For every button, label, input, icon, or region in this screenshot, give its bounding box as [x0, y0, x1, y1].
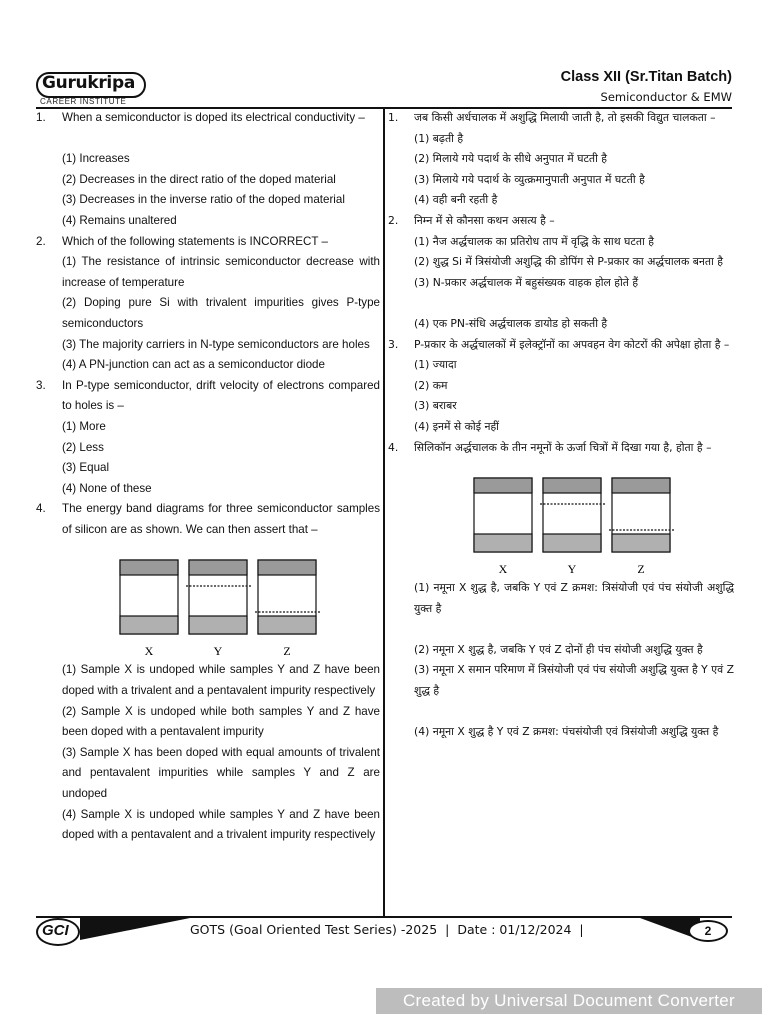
question-number: 3.: [388, 337, 399, 351]
option-4: (4) A PN-junction can act as a semiconductor diode: [62, 358, 325, 372]
column-divider: [383, 108, 385, 916]
class-title: Class XII (Sr.Titan Batch): [560, 69, 732, 85]
label-x: X: [144, 644, 154, 659]
test-series-name: GOTS (Goal Oriented Test Series) -2025: [190, 922, 438, 937]
conduction-band-x: [120, 560, 178, 575]
question-2-en: [36, 232, 380, 376]
option-3: (3) Equal: [62, 461, 110, 475]
option-2: (2) नमूना X शुद्ध है, जबकि Y एवं Z दोनों ही पंच संयोजी अशुद्धि युक्त है: [414, 642, 703, 656]
option-2: (2) शुद्ध Si में त्रिसंयोजी अशुद्धि की डोपिंग से P-प्रकार का अर्द्धचालक बनता है: [414, 255, 723, 269]
footer-wedge-left: [80, 918, 190, 940]
energy-band-diagram: [62, 540, 380, 660]
option-3: (3) नमूना X समान परिमाण में त्रिसंयोजी एवं पंच संयोजी अशुद्धि युक्त है Y एवं Z शुद्ध है: [414, 663, 734, 698]
option-4: (4) नमूना X शुद्ध है Y एवं Z क्रमश: पंचसंयोजी एवं त्रिसंयोजी अशुद्धि युक्त है: [414, 725, 719, 739]
gci-text: GCI: [42, 922, 69, 939]
question-stem: Which of the following statements is INCORRECT –: [62, 234, 328, 248]
label-y: Y: [567, 562, 577, 577]
institute-logo: [36, 72, 146, 106]
question-stem: In P-type semiconductor, drift velocity of electrons compared to holes is –: [62, 378, 380, 413]
conduction-band-z: [612, 478, 670, 493]
option-1: (1) ज्यादा: [414, 358, 457, 372]
question-stem: The energy band diagrams for three semiconductor samples of silicon are as shown. We can then assert that –: [62, 502, 380, 536]
conduction-band-x: [474, 478, 532, 493]
label-y: Y: [213, 644, 223, 659]
option-1: (1) बढ़ती है: [414, 131, 464, 145]
question-number: 2.: [388, 213, 399, 227]
question-stem: जब किसी अर्धचालक में अशुद्धि मिलायी जाती है, तो इसकी विद्युत चालकता –: [414, 111, 716, 124]
option-1: (1) नैज अर्द्धचालक का प्रतिरोध ताप में वृद्धि के साथ घटता है: [414, 234, 654, 248]
option-3: (3) The majority carriers in N-type semiconductors are holes: [62, 337, 370, 351]
question-stem: When a semiconductor is doped its electrical conductivity –: [62, 111, 365, 124]
option-2: (2) कम: [414, 378, 448, 392]
option-4: (4) वही बनी रहती है: [414, 193, 498, 207]
question-3-en: [36, 376, 380, 500]
question-number: 2.: [36, 234, 46, 248]
option-2: (2) Less: [62, 440, 104, 454]
question-stem: निम्न में से कौनसा कथन असत्य है –: [414, 213, 555, 227]
option-3: (3) Sample X has been doped with equal amounts of trivalent and pentavalent impurities while samples Y and Z are undoped: [62, 745, 380, 801]
option-4: (4) Remains unaltered: [62, 213, 177, 227]
option-4: (4) इनमें से कोई नहीं: [414, 419, 499, 433]
option-4: (4) None of these: [62, 481, 152, 495]
option-1: (1) More: [62, 419, 106, 433]
question-4-en: [36, 499, 380, 846]
logo-text: Gurukripa: [42, 73, 135, 93]
footer-separator: |: [579, 922, 584, 937]
converter-watermark: Created by Universal Document Converter: [376, 988, 762, 1014]
question-3-hi: [388, 335, 734, 438]
page-number: 2: [688, 920, 728, 942]
question-stem: सिलिकॉन अर्द्धचालक के तीन नमूनों के ऊर्जा चित्रों में दिखा गया है, होता है –: [414, 440, 712, 454]
label-x: X: [498, 562, 508, 577]
option-1: (1) The resistance of intrinsic semiconductor decrease with increase of temperature: [62, 255, 380, 289]
label-z: Z: [283, 644, 291, 659]
option-1: (1) नमूना X शुद्ध है, जबकि Y एवं Z क्रमश: त्रिसंयोजी एवं पंच संयोजी अशुद्धि युक्त है: [414, 581, 734, 615]
english-column: [36, 108, 380, 846]
option-3: (3) बराबर: [414, 399, 457, 413]
energy-band-diagram: [414, 458, 734, 578]
question-1-hi: [388, 108, 734, 211]
option-2: (2) Decreases in the direct ratio of the doped material: [62, 172, 336, 186]
option-4: (4) Sample X is undoped while samples Y and Z have been doped with a pentavalent and a trivalent impurity respectively: [62, 807, 380, 842]
option-2: (2) मिलाये गये पदार्थ के सीधे अनुपात में घटती है: [414, 152, 608, 166]
question-stem: P-प्रकार के अर्द्धचालकों में इलेक्ट्रॉनों का अपवहन वेग कोटरों की अपेक्षा होता है –: [414, 337, 730, 351]
logo-subtext: CAREER INSTITUTE: [40, 97, 127, 106]
question-number: 4.: [36, 502, 46, 516]
question-number: 1.: [388, 111, 399, 124]
valence-band-y: [543, 534, 601, 552]
subject-title: Semiconductor & EMW: [600, 90, 732, 104]
conduction-band-y: [543, 478, 601, 493]
question-2-hi: [388, 211, 734, 335]
hindi-column: [388, 108, 734, 743]
conduction-band-z: [258, 560, 316, 575]
valence-band-z: [612, 534, 670, 552]
question-number: 1.: [36, 111, 46, 124]
valence-band-z: [258, 616, 316, 634]
option-3: (3) Decreases in the inverse ratio of the doped material: [62, 193, 345, 207]
option-2: (2) Doping pure Si with trivalent impurities gives P-type semiconductors: [62, 296, 380, 330]
option-1: (1) Sample X is undoped while samples Y and Z have been doped with a trivalent and a pentavalent impurity respectively: [62, 663, 380, 698]
valence-band-x: [120, 616, 178, 634]
question-4-hi: [388, 438, 734, 743]
valence-band-x: [474, 534, 532, 552]
option-2: (2) Sample X is undoped while both samples Y and Z have been doped with a pentavalent impurity: [62, 704, 380, 739]
conduction-band-y: [189, 560, 247, 575]
option-4: (4) एक PN-संधि अर्द्धचालक डायोड हो सकती है: [414, 316, 608, 330]
option-1: (1) Increases: [62, 152, 130, 166]
option-3: (3) मिलाये गये पदार्थ के व्युत्क्रमानुपाती अनुपात में घटती है: [414, 172, 645, 186]
footer-separator: |: [445, 922, 450, 937]
question-1-en: [36, 108, 380, 232]
question-number: 4.: [388, 440, 399, 454]
gci-logo: [36, 918, 80, 946]
test-date: Date : 01/12/2024: [457, 922, 572, 937]
label-z: Z: [637, 562, 645, 577]
question-number: 3.: [36, 378, 46, 392]
valence-band-y: [189, 616, 247, 634]
footer-text: [190, 922, 588, 937]
option-3: (3) N-प्रकार अर्द्धचालक में बहुसंख्यक वाहक होल होते हैं: [414, 275, 639, 289]
